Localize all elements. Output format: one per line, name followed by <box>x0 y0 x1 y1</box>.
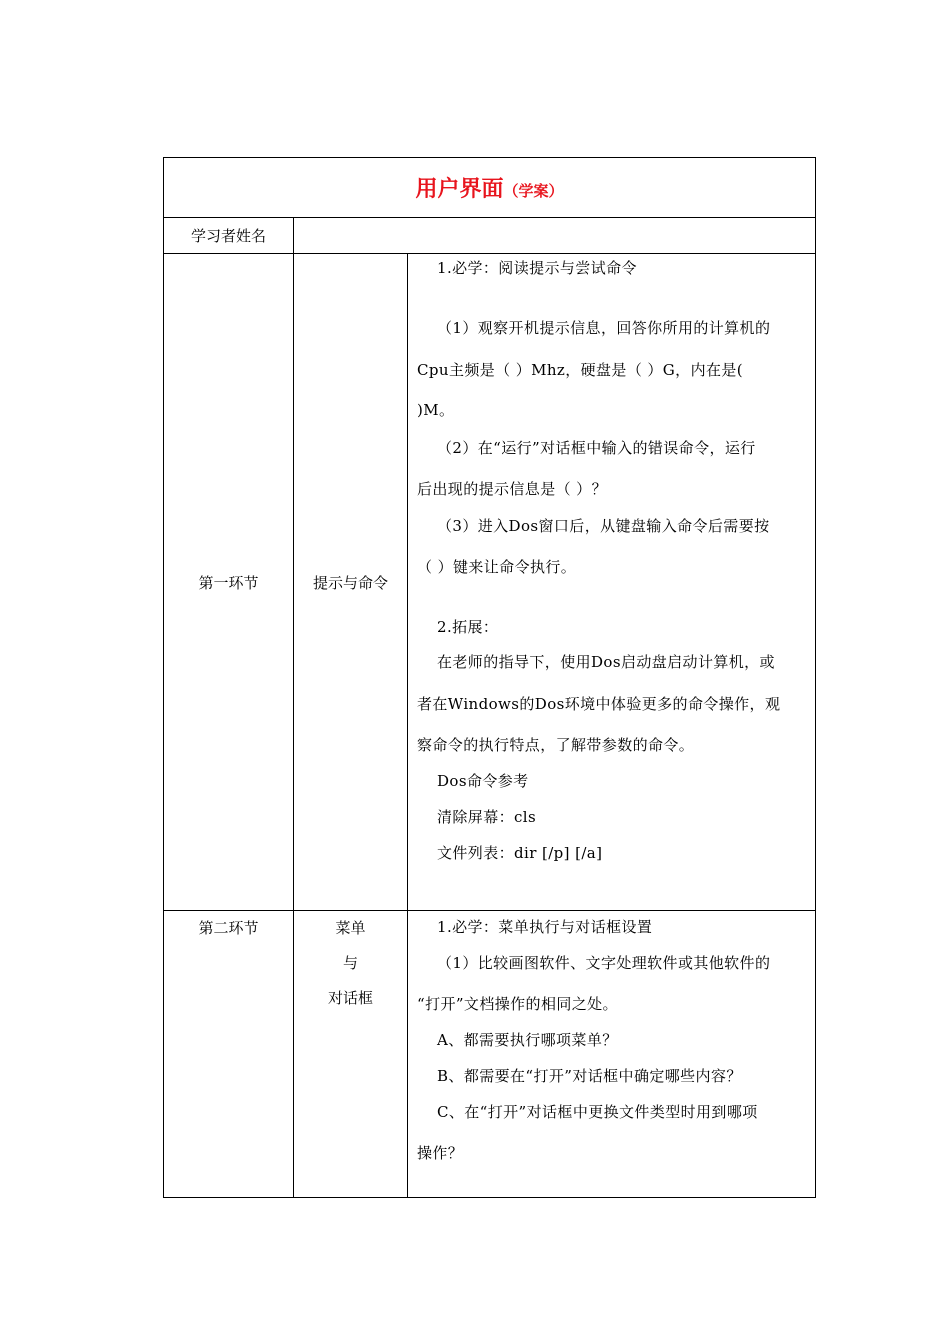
section1-topic: 提示与命令 <box>294 254 408 911</box>
section2-question-b: B、都需要在“打开”对话框中确定哪些内容？ <box>437 1067 742 1085</box>
section2-question-a: A、都需要执行哪项菜单？ <box>437 1031 618 1049</box>
section1-row <box>164 254 816 911</box>
section1-q3-line1: （3）进入Dos窗口后，从键盘输入命令后需要按 <box>437 517 770 535</box>
section1-q2-line2: 后出现的提示信息是（ ）？ <box>417 480 607 498</box>
section2-q1-line1: （1）比较画图软件、文字处理软件或其他软件的 <box>437 954 771 972</box>
section1-q1-line2: Cpu主频是（ ）Mhz，硬盘是（ ）G，内在是( <box>417 361 744 379</box>
section2-content <box>408 911 816 1198</box>
learner-name-label: 学习者姓名 <box>164 218 294 254</box>
section2-topic-cell <box>294 911 408 1198</box>
section2-topic-line1: 菜单 <box>335 919 366 937</box>
section2-question-c-line1: C、在“打开”对话框中更换文件类型时用到哪项 <box>437 1103 758 1121</box>
section1-q2-line1: （2）在“运行”对话框中输入的错误命令，运行 <box>437 439 756 457</box>
section2-q1-line2: “打开”文档操作的相同之处。 <box>417 995 618 1013</box>
dos-reference-title: Dos命令参考 <box>437 772 529 790</box>
section1-heading2: 2.拓展： <box>437 618 499 636</box>
section2-row <box>164 911 816 1198</box>
dos-reference-cls: 清除屏幕：cls <box>437 808 537 826</box>
learner-row <box>164 218 816 254</box>
section1-ext-line3: 察命令的执行特点，了解带参数的命令。 <box>417 736 695 754</box>
lesson-plan-table <box>163 157 816 1198</box>
section2-stage-cell <box>164 911 294 1198</box>
section1-stage: 第一环节 <box>164 254 294 911</box>
section1-content <box>408 254 816 911</box>
title-cell <box>164 158 816 218</box>
section2-topic-line3: 对话框 <box>327 989 373 1007</box>
page-title: 用户界面 <box>415 177 504 202</box>
page-subtitle: （学案） <box>503 182 564 200</box>
section1-q1-line1: （1）观察开机提示信息，回答你所用的计算机的 <box>437 319 771 337</box>
title-row <box>164 158 816 218</box>
section1-ext-line2: 者在Windows的Dos环境中体验更多的命令操作，观 <box>417 695 781 713</box>
section2-topic-line2: 与 <box>342 954 358 972</box>
section1-q3-line2: （ ）键来让命令执行。 <box>417 558 577 576</box>
dos-reference-dir: 文件列表：dir [/p] [/a] <box>437 844 603 862</box>
section2-stage: 第二环节 <box>198 919 259 937</box>
section1-q1-line3: )M。 <box>417 401 455 419</box>
section2-question-c-line2: 操作？ <box>417 1144 464 1162</box>
section1-heading1: 1.必学：阅读提示与尝试命令 <box>437 259 637 277</box>
section1-ext-line1: 在老师的指导下，使用Dos启动盘启动计算机，或 <box>437 653 775 671</box>
section2-heading1: 1.必学：菜单执行与对话框设置 <box>437 918 653 936</box>
learner-name-field[interactable] <box>294 218 816 254</box>
